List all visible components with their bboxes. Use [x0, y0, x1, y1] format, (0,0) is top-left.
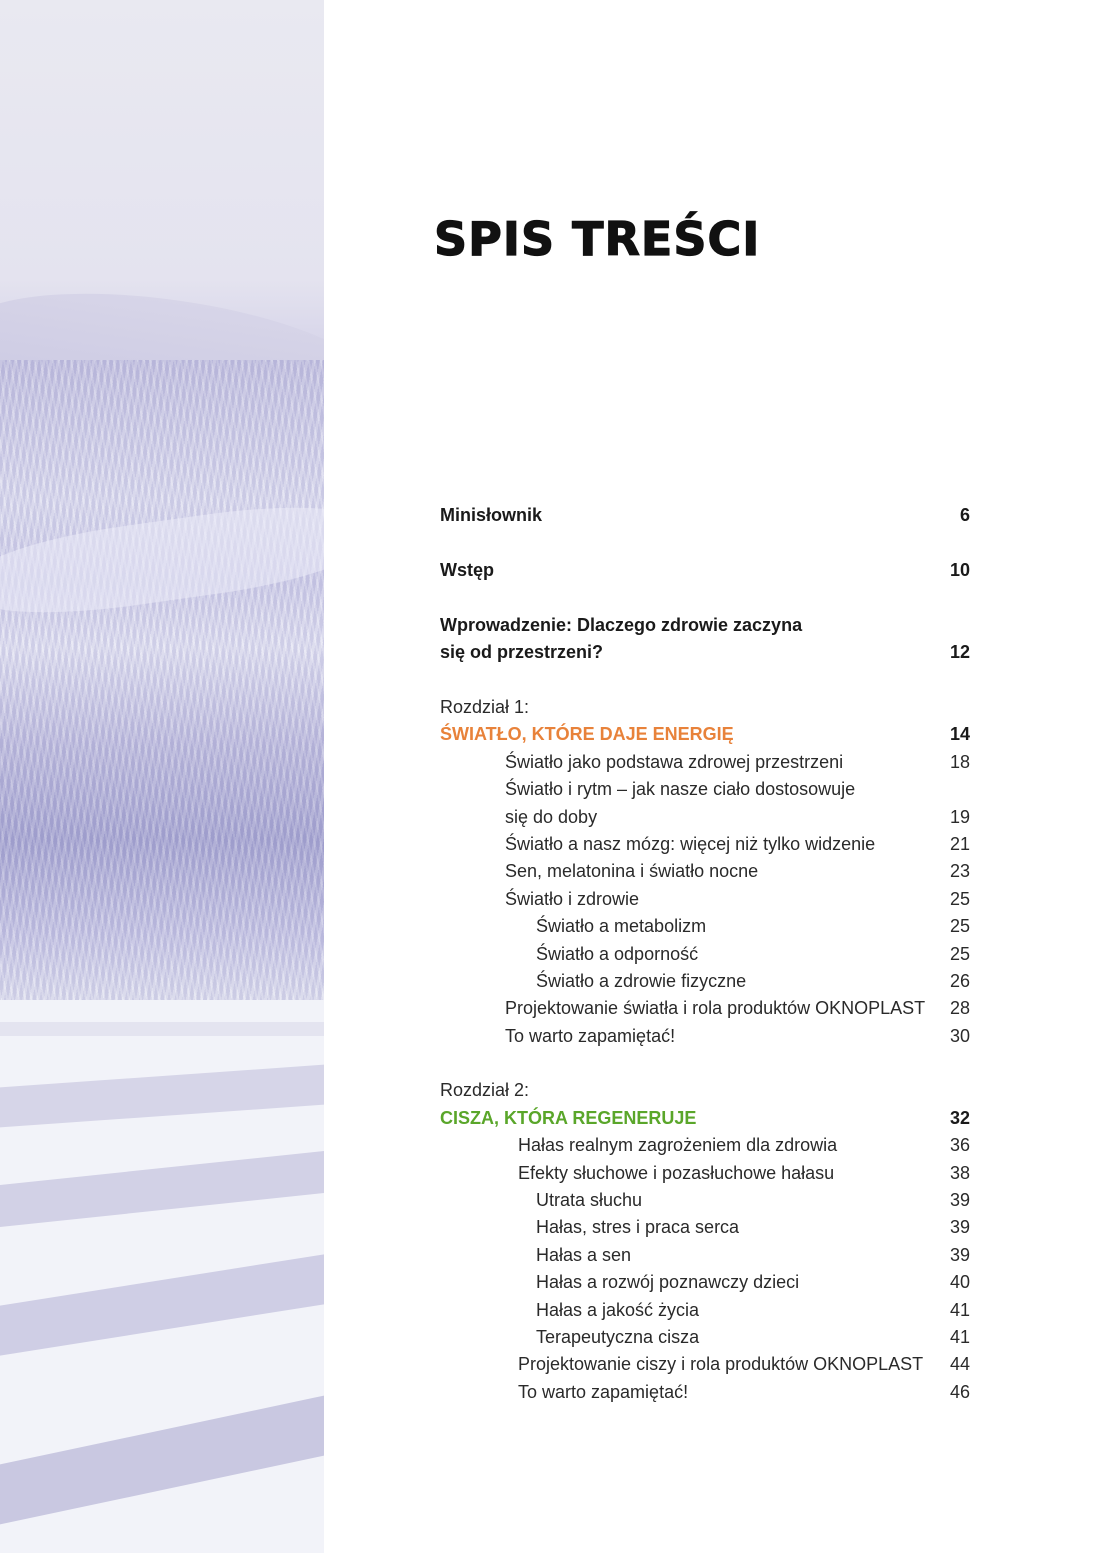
- toc-entry-page: 23: [949, 861, 970, 881]
- toc-entry-page: 26: [949, 971, 970, 991]
- toc-entry-text: Światło a zdrowie fizyczne: [536, 971, 747, 991]
- toc-entry-text: To warto zapamiętać!: [518, 1382, 689, 1402]
- toc-entry-page: 39: [949, 1245, 970, 1265]
- toc-entry-text: Hałas, stres i praca serca: [536, 1217, 740, 1237]
- toc-entry-text: Sen, melatonina i światło nocne: [505, 861, 759, 881]
- chapter-label-text: Rozdział 2:: [440, 1080, 530, 1100]
- chapter-title: ŚWIATŁO, KTÓRE DAJE ENERGIĘ: [440, 724, 734, 744]
- toc-entry-text: Światło a metabolizm: [536, 916, 707, 936]
- toc-entry-page: 36: [949, 1135, 970, 1155]
- toc-entry-text: Światło jako podstawa zdrowej przestrzeni: [505, 752, 844, 772]
- toc-entry-page: 39: [949, 1217, 970, 1237]
- toc-entry-text: Światło a nasz mózg: więcej niż tylko widzenie: [505, 834, 876, 854]
- toc-entry-text: Utrata słuchu: [536, 1190, 643, 1210]
- toc-entry-page: 25: [949, 889, 970, 909]
- toc-entry-page: 38: [949, 1163, 970, 1183]
- toc-entry-text: Hałas a jakość życia: [536, 1300, 700, 1320]
- toc-entry-text: Hałas a sen: [536, 1245, 632, 1265]
- toc-entry-text: Wprowadzenie: Dlaczego zdrowie zaczyna: [440, 615, 803, 635]
- toc-entry-text: Wstęp: [440, 560, 494, 580]
- toc-entry-page: 14: [949, 724, 970, 744]
- toc-entry-page: 41: [949, 1300, 970, 1320]
- chapter-label-text: Rozdział 1:: [440, 697, 530, 717]
- toc-entry-text: Światło i zdrowie: [505, 889, 640, 909]
- toc-entry-text: Światło i rytm – jak nasze ciało dostosowuje: [505, 779, 856, 799]
- toc-entry-page: 19: [949, 807, 970, 827]
- toc-entry-text: To warto zapamiętać!: [505, 1026, 676, 1046]
- toc-entry-text: Terapeutyczna cisza: [536, 1327, 700, 1347]
- page-title: SPIS TREŚCI: [434, 212, 761, 266]
- toc-entry-page: 10: [949, 560, 970, 580]
- toc-entry-page: 6: [959, 505, 970, 525]
- toc-entry-text: się od przestrzeni?: [440, 642, 604, 662]
- toc-entry-page: 32: [949, 1108, 970, 1128]
- toc-entry-page: 30: [949, 1026, 970, 1046]
- toc-entry-page: 46: [949, 1382, 970, 1402]
- toc-entry-page: 40: [949, 1272, 970, 1292]
- toc-entry-page: 25: [949, 944, 970, 964]
- shadow-stripe: [0, 1022, 324, 1036]
- toc-entry-text: się do doby: [505, 807, 598, 827]
- grass-field: [0, 360, 324, 1000]
- toc-entry-text: Efekty słuchowe i pozasłuchowe hałasu: [518, 1163, 835, 1183]
- toc-entry-page: 44: [949, 1354, 970, 1374]
- toc-entry-page: 21: [949, 834, 970, 854]
- chapter-title: CISZA, KTÓRA REGENERUJE: [440, 1108, 697, 1128]
- toc-entry-page: 25: [949, 916, 970, 936]
- toc-entry-page: 28: [949, 998, 970, 1018]
- toc-entry-text: Światło a odporność: [536, 944, 699, 964]
- toc-entry-text: Projektowanie światła i rola produktów OKNOPLAST: [505, 998, 926, 1018]
- toc-entry-text: Minisłownik: [440, 505, 543, 525]
- toc-entry-page: 18: [949, 752, 970, 772]
- cover-photo: [0, 0, 324, 1553]
- toc-entry-page: 39: [949, 1190, 970, 1210]
- toc-entry-page: 41: [949, 1327, 970, 1347]
- toc-entry-text: Hałas realnym zagrożeniem dla zdrowia: [518, 1135, 838, 1155]
- toc-entry-page: 12: [949, 642, 970, 662]
- toc-entry-text: Hałas a rozwój poznawczy dzieci: [536, 1272, 800, 1292]
- toc-entry-text: Projektowanie ciszy i rola produktów OKNOPLAST: [518, 1354, 924, 1374]
